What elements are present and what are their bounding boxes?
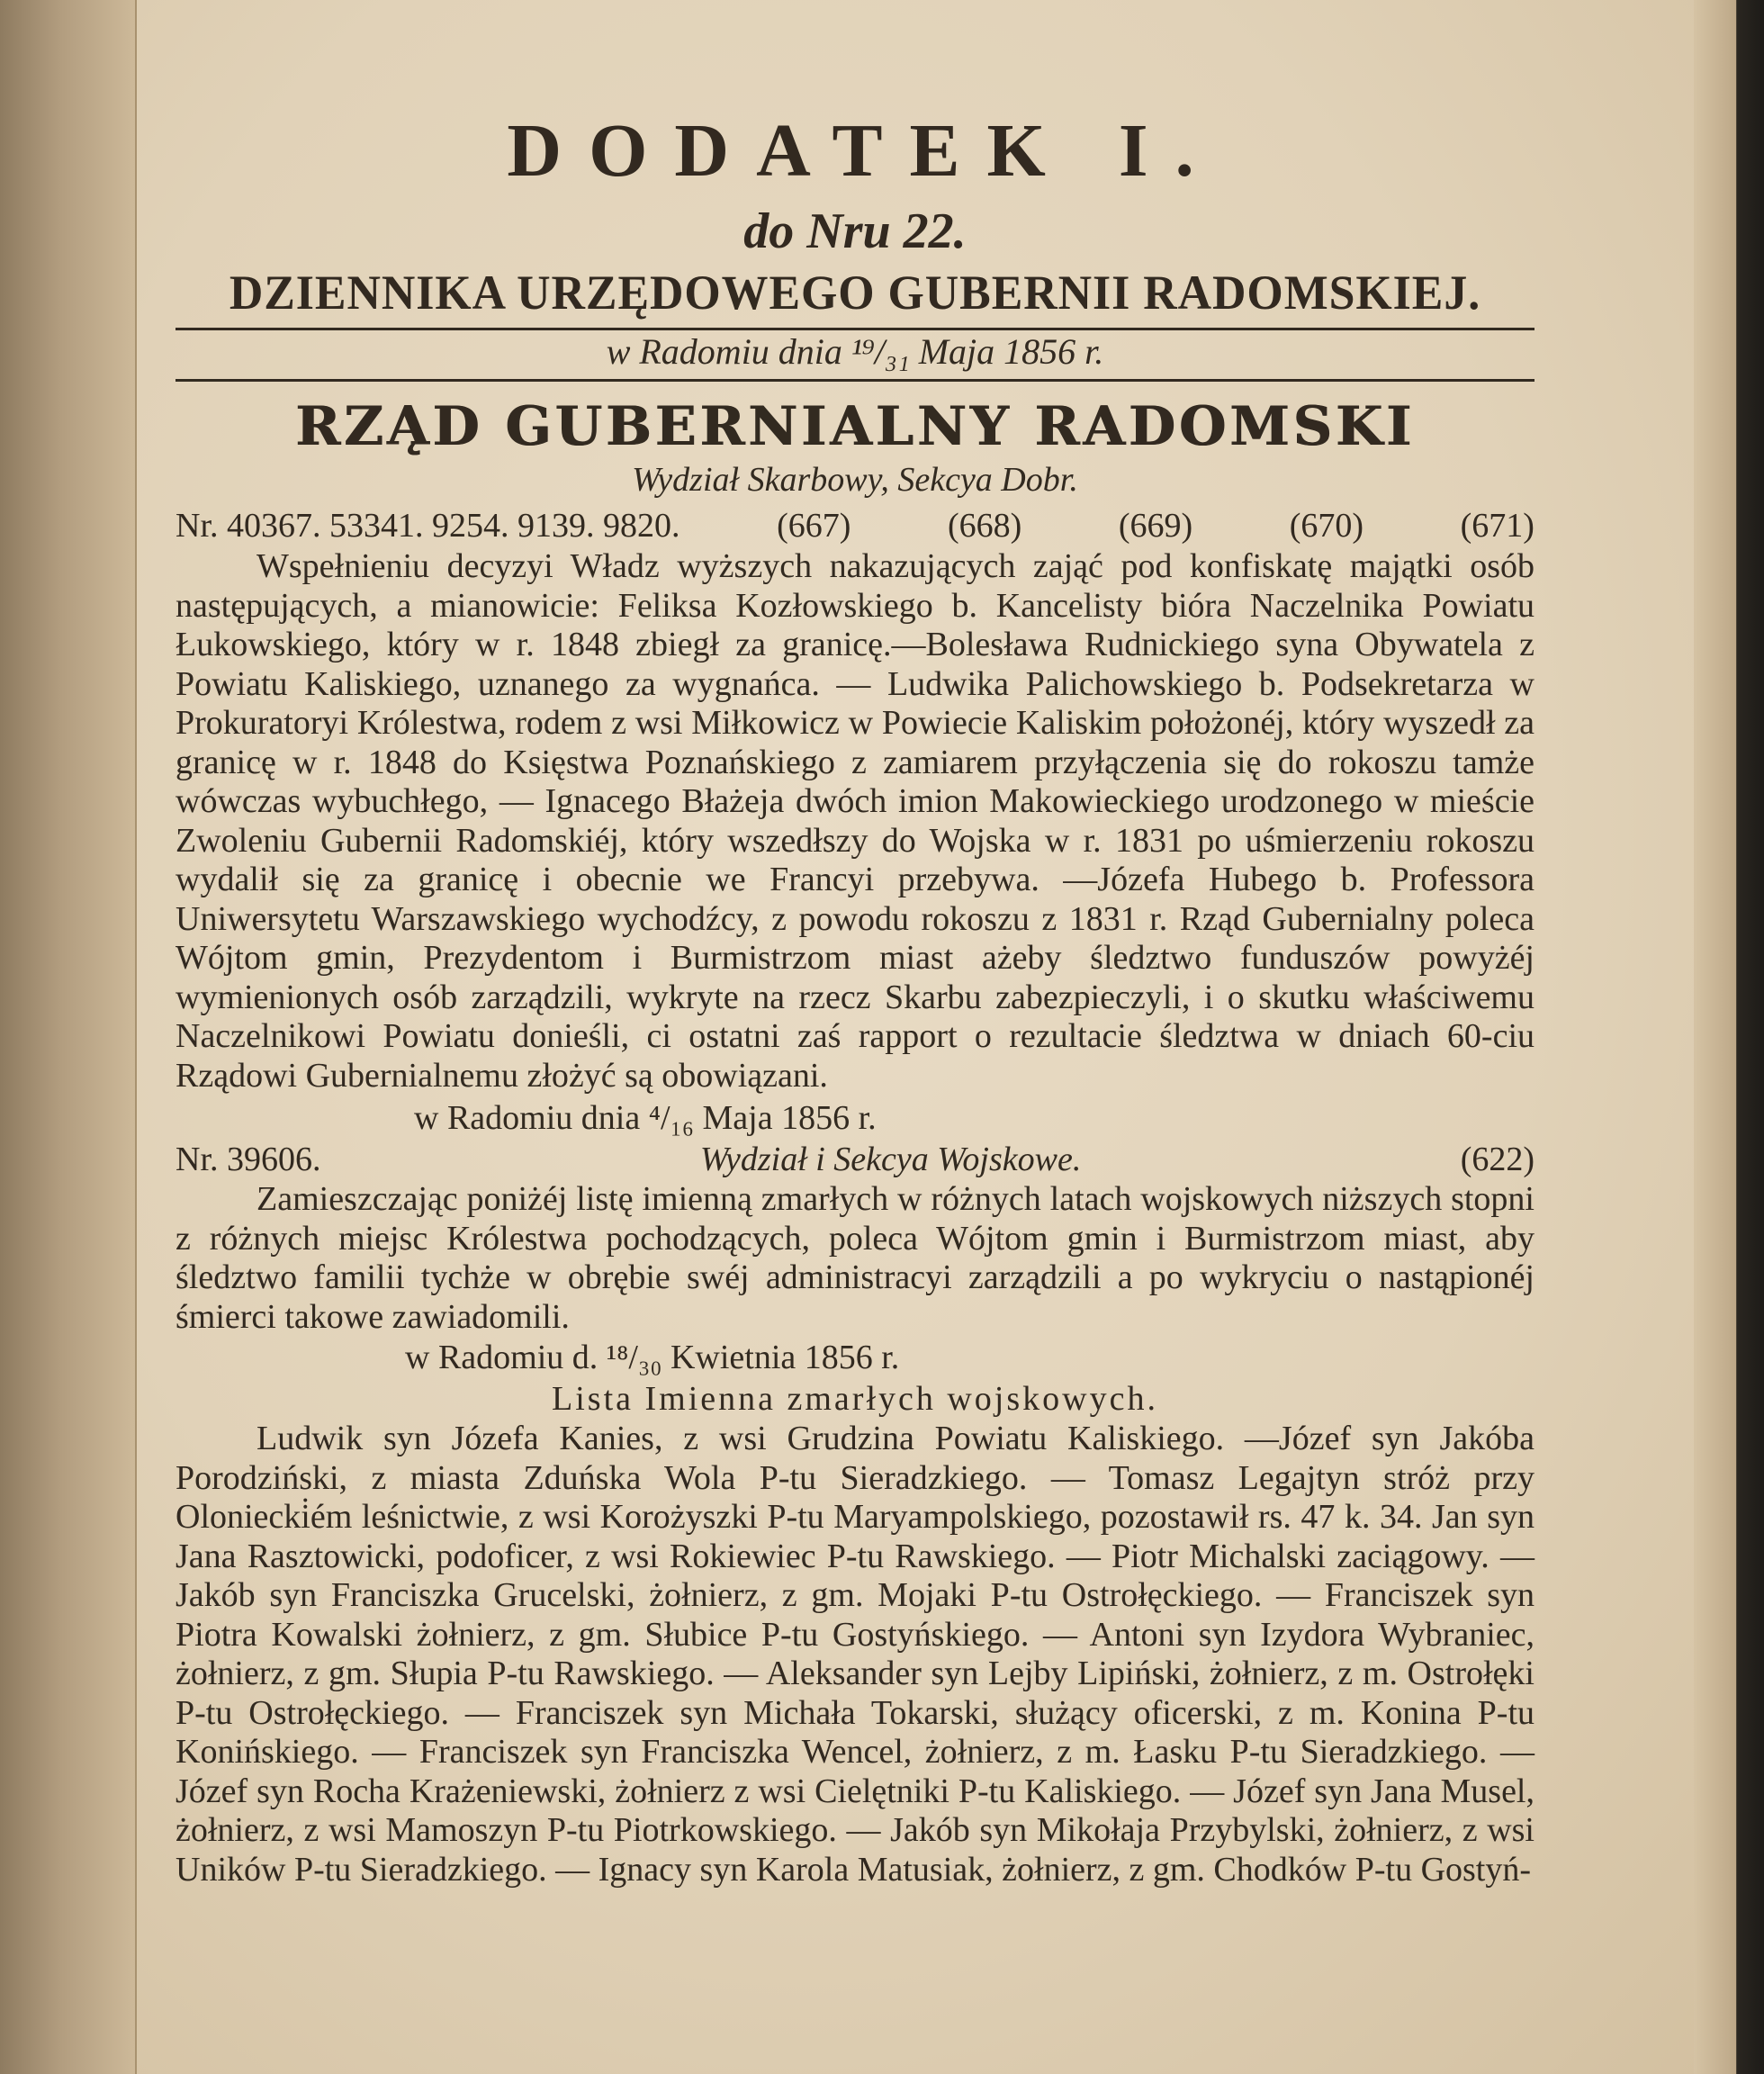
notice2-number: Nr. 39606. — [176, 1141, 321, 1178]
notice1-ref: (667) — [777, 507, 851, 545]
page-content — [176, 106, 1534, 1889]
notice1-ref: (668) — [947, 507, 1022, 545]
notice1-department: Wydział Skarbowy, Sekcya Dobr. — [632, 461, 1078, 499]
book-binding — [0, 0, 137, 2074]
notice1-numbers — [176, 504, 1534, 547]
issue-date: w Radomiu dnia ¹⁹/₃₁ Maja 1856 r. — [606, 331, 1104, 372]
header-rule-bottom — [176, 379, 1534, 382]
notice1-ref: (670) — [1289, 507, 1364, 545]
document-subtitle: do Nru 22. — [743, 203, 967, 259]
document-title: DODATEK I. — [507, 109, 1221, 193]
page-edge — [1694, 0, 1764, 2074]
notice1-number-list: Nr. 40367. 53341. 9254. 9139. 9820. — [176, 507, 680, 545]
notice1-ref: (669) — [1118, 507, 1193, 545]
notice1-signoff: w Radomiu dnia ⁴/₁₆ Maja 1856 r. — [414, 1099, 877, 1137]
notice1-body: Wspełnieniu decyzyi Władz wyższych nakazujących zająć pod konfiskatę majątki osób następujących, a mianowicie: Feliksa Kozłowskiego b. Kancelisty bióra Naczelnika Powiatu Łukowskiego, który w r. 1848 zbiegł za granicę.—Bolesława Rudnickiego syna Obywatela z Powiatu Kaliskiego, uznanego za wygnańca. — Ludwika Palichowskiego b. Podsekretarza w Prokuratoryi Królestwa, rodem z wsi Miłkowicz w Powiecie Kaliskim położonéj, który wyszedł za granicę w r. 1848 do Księstwa Poznańskiego z zamiarem przyłączenia się do rokoszu tamże wówczas wybuchłego, — Ignacego Błażeja dwóch imion Makowieckiego urodzonego w mieście Zwoleniu Gubernii Radomskiéj, który wszedłszy do Wojska w r. 1831 po uśmierzeniu rokoszu wydalił się za granicę i obecnie we Francyi przebywa. —Józefa Hubego b. Professora Uniwersytetu Warszawskiego wychodźcy, z powodu rokoszu z 1831 r. Rząd Gubernialny poleca Wójtom gmin, Prezydentom i Burmistrzom miast ażeby śledztwo funduszów powyżéj wymienionych osób zarządzili, wykryte na rzecz Skarbu zabezpieczyli, i o skutku właściwemu Naczelnikowi Powiatu donieśli, ci ostatni zaś rapport o rezultacie śledztwa w dniach 60-ciu Rządowi Gubernialnemu złożyć są obowiązani. — [176, 547, 1534, 1095]
deceased-list-body: Ludwik syn Józefa Kanies, z wsi Grudzina Powiatu Kaliskiego. —Józef syn Jakóba Porodziński, z miasta Zduńska Wola P-tu Sieradzkiego. — Tomasz Legajtyn stróż przy Oloniecki̇ém leśnictwie, z wsi Korożyszki P-tu Maryampolskiego, pozostawił rs. 47 k. 34. Jan syn Jana Rasztowicki, podoficer, z wsi Rokiewiec P-tu Rawskiego. — Piotr Michalski zaciągowy. — Jakób syn Franciszka Grucelski, żołnierz, z gm. Mojaki P-tu Ostrołęckiego. — Franciszek syn Piotra Kowalski żołnierz, z gm. Słubice P-tu Gostyńskiego. — Antoni syn Izydora Wybraniec, żołnierz, z gm. Słupia P-tu Rawskiego. — Aleksander syn Lejby Lipiński, żołnierz, z m. Ostrołęki P-tu Ostrołęckiego. — Franciszek syn Michała Tokarski, służący oficerski, z m. Konina P-tu Konińskiego. — Franciszek syn Franciszka Wencel, żołnierz, z m. Łasku P-tu Sieradzkiego. — Józef syn Rocha Krażeniewski, żołnierz z wsi Cielętniki P-tu Kaliskiego. — Józef syn Jana Musel, żołnierz, z wsi Mamoszyn P-tu Piotrkowskiego. — Jakób syn Mikołaja Przybylski, żołnierz, z wsi Uników P-tu Sieradzkiego. — Ignacy syn Karola Matusiak, żołnierz, z gm. Chodków P-tu Gostyń- — [176, 1420, 1534, 1889]
section-heading: RZĄD GUBERNIALNY RADOMSKI — [295, 395, 1415, 458]
notice2-signoff: w Radomiu d. ¹⁸/₃₀ Kwietnia 1856 r. — [405, 1339, 900, 1376]
notice1-ref: (671) — [1460, 507, 1534, 545]
journal-name: DZIENNIKA URZĘDOWEGO GUBERNII RADOMSKIEJ. — [229, 266, 1481, 320]
notice2-body: Zamieszczając poniżéj listę imienną zmarłych w różnych latach wojskowych niższych stopni z różnych miejsc Królestwa pochodzących, poleca Wójtom gmin i Burmistrzom miast, aby śledztwo familii tychże w obrębie swéj administracyi zarządzili a po wykryciu o nastąpionéj śmierci takowe zawiadomili. — [176, 1180, 1534, 1336]
notice2-header — [176, 1139, 1534, 1180]
notice2-department: Wydział i Sekcya Wojskowe. — [699, 1141, 1082, 1178]
deceased-list-heading: Lista Imienna zmarłych wojskowych. — [552, 1380, 1158, 1418]
notice2-ref: (622) — [1460, 1141, 1534, 1178]
